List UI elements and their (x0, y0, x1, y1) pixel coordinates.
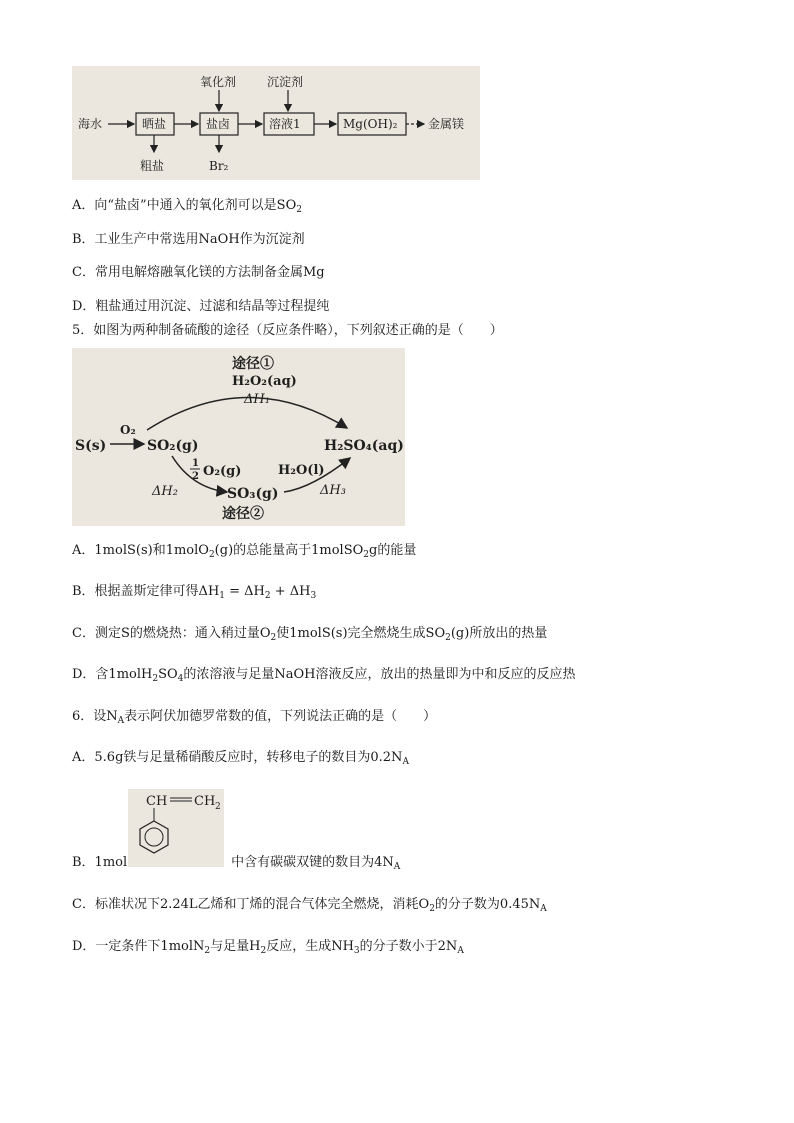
benzene-circle (145, 828, 163, 846)
h2o2-label: H₂O₂(aq) (232, 374, 297, 389)
dh1-label: ΔH₁ (244, 392, 270, 407)
dh3-label: ΔH₃ (320, 483, 346, 498)
q6-option-b: B．1mol 中含有碳碳双键的数目为$4N_A$ (72, 855, 401, 872)
flow-solution: 溶液1 (269, 117, 301, 131)
flow-oxidant: 氧化剂 (200, 75, 237, 89)
q6-option-a: A．5.6g铁与足量稀硝酸反应时，转移电子的数目为$0.2N_A$ (72, 750, 409, 767)
q4-option-d: D．粗盐通过用沉淀、过滤和结晶等过程提纯 (72, 299, 330, 314)
styrene-ch2-subscript: 2 (215, 802, 221, 812)
half-denominator: 2 (192, 471, 199, 482)
so2-label: SO₂(g) (147, 438, 199, 454)
dh2-label: ΔH₂ (152, 484, 178, 499)
route2-label: 途径② (222, 506, 264, 522)
q4-option-c: C．常用电解熔融氧化镁的方法制备金属Mg (72, 265, 325, 280)
h2o-label: H₂O(l) (278, 463, 325, 478)
flow-coarse-salt: 粗盐 (140, 159, 165, 173)
flow-sea: 海水 (78, 117, 103, 131)
flow-br2: Br₂ (209, 159, 229, 173)
q5-stem: 5．如图为两种制备硫酸的途径（反应条件略），下列叙述正确的是（ ） (72, 323, 503, 338)
q6-stem: 6．设$N_A$表示阿伏加德罗常数的值，下列说法正确的是（ ） (72, 709, 437, 726)
flow-mgoh: Mg(OH)₂ (343, 117, 398, 131)
q6-option-c: C．标准状况下2.24L乙烯和丁烯的混合气体完全燃烧，消耗$O_2$的分子数为$0.45N_A$ (72, 897, 547, 914)
so3-label: SO₃(g) (227, 486, 279, 502)
q5-option-b: B．根据盖斯定律可得$\Delta H_1 = \Delta H_2 + \Delta H_3$ (72, 584, 317, 601)
o2-label: O₂ (120, 423, 136, 437)
styrene-ch: CH (146, 794, 168, 809)
magnesium-flowchart (72, 66, 480, 180)
benzene-ring (140, 821, 168, 853)
q6-option-d: D．一定条件下1molN$_2$与足量$H_2$反应，生成$NH_3$的分子数小于$2N_A$ (72, 939, 464, 956)
styrene-ch2: CH (194, 794, 216, 809)
o2g-label: O₂(g) (203, 464, 242, 479)
q5-option-d: D．含$1molH_2SO_4$的浓溶液与足量NaOH溶液反应，放出的热量即为中和反应的反应热 (72, 667, 576, 684)
h2so4-label: H₂SO₄(aq) (324, 438, 404, 454)
flow-metal: 金属镁 (428, 117, 465, 131)
q5-option-c: C．测定S的燃烧热：通入稍过量$O_2$使1molS(s)完全燃烧生成$SO_2(g)$所放出的热量 (72, 626, 548, 643)
flow-brine: 盐卤 (206, 117, 231, 131)
q4-option-a: A．向“盐卤”中通入的氧化剂可以是$SO_2$ (72, 198, 302, 215)
flow-sun: 晒盐 (142, 117, 167, 131)
half-numerator: 1 (192, 458, 199, 469)
q4-option-b: B．工业生产中常选用NaOH作为沉淀剂 (72, 232, 305, 247)
sulfuric-acid-routes-diagram (72, 348, 405, 526)
flow-precipitant: 沉淀剂 (267, 75, 304, 89)
s-label: S(s) (75, 438, 107, 454)
q5-option-a: A．1molS(s)和1molO$_2$(g)的总能量高于1molSO$_2$g的能量 (72, 543, 417, 560)
route1-label: 途径① (232, 356, 274, 372)
